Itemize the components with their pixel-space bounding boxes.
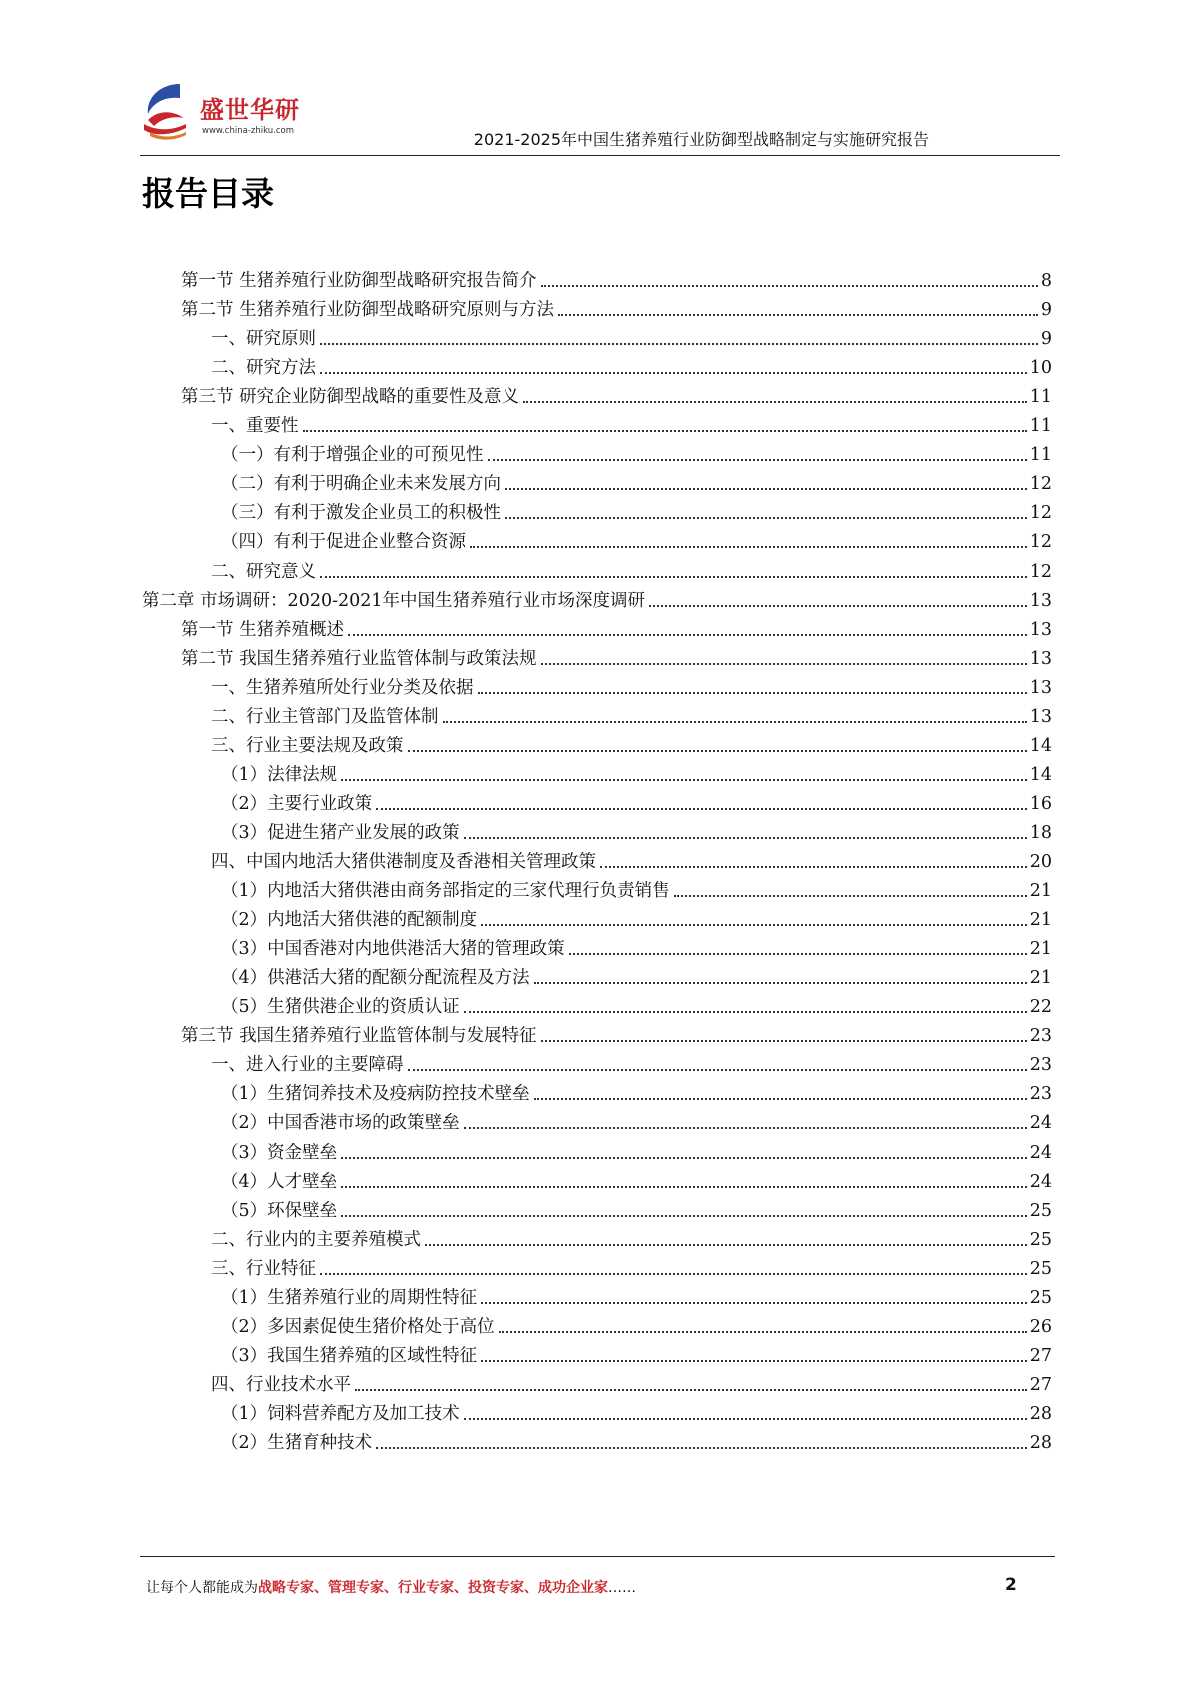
toc-entry-page: 11 bbox=[1029, 445, 1052, 466]
toc-entry-page: 25 bbox=[1029, 1200, 1052, 1221]
toc-leader-dots bbox=[320, 372, 1027, 374]
company-logo bbox=[140, 80, 310, 150]
toc-entry[interactable] bbox=[221, 1134, 1052, 1164]
toc-entry-label: （2）主要行业政策 bbox=[221, 793, 373, 814]
toc-entry-page: 28 bbox=[1029, 1403, 1052, 1424]
toc-entry[interactable] bbox=[221, 756, 1052, 786]
toc-leader-dots bbox=[355, 1389, 1027, 1391]
toc-entry[interactable] bbox=[211, 320, 1052, 350]
toc-leader-dots bbox=[649, 605, 1027, 607]
toc-entry[interactable] bbox=[221, 494, 1052, 524]
toc-entry[interactable] bbox=[221, 1308, 1052, 1338]
footer-motto bbox=[146, 1577, 636, 1597]
toc-entry-label: 三、行业特征 bbox=[211, 1258, 316, 1279]
toc-entry[interactable] bbox=[221, 785, 1052, 815]
footer-motto-prefix: 让每个人都能成为 bbox=[146, 1580, 258, 1596]
toc-entry-label: 一、生猪养殖所处行业分类及依据 bbox=[211, 677, 474, 698]
toc-entry[interactable] bbox=[211, 698, 1052, 728]
toc-entry[interactable] bbox=[211, 669, 1052, 699]
toc-entry-label: 一、研究原则 bbox=[211, 329, 316, 350]
report-title: 2021-2025年中国生猪养殖行业防御型战略制定与实施研究报告 bbox=[473, 130, 929, 149]
toc-leader-dots bbox=[408, 750, 1027, 752]
toc-entry-page: 13 bbox=[1029, 590, 1052, 611]
toc-leader-dots bbox=[464, 1418, 1027, 1420]
toc-entry[interactable] bbox=[221, 930, 1052, 960]
toc-entry[interactable] bbox=[221, 465, 1052, 495]
toc-entry[interactable] bbox=[221, 1337, 1052, 1367]
toc-entry-page: 14 bbox=[1029, 735, 1052, 756]
toc-entry-label: （3）资金壁垒 bbox=[221, 1142, 338, 1163]
toc-entry-page: 24 bbox=[1029, 1142, 1052, 1163]
toc-entry-page: 9 bbox=[1040, 329, 1052, 350]
toc-entry[interactable] bbox=[181, 640, 1052, 670]
toc-entry-page: 14 bbox=[1029, 764, 1052, 785]
toc-leader-dots bbox=[320, 1273, 1027, 1275]
toc-entry[interactable] bbox=[211, 1250, 1052, 1280]
toc-entry-page: 27 bbox=[1029, 1345, 1052, 1366]
toc-entry-page: 24 bbox=[1029, 1113, 1052, 1134]
toc-entry-label: 三、行业主要法规及政策 bbox=[211, 735, 404, 756]
toc-entry-label: （1）生猪养殖行业的周期性特征 bbox=[221, 1287, 478, 1308]
toc-entry-page: 12 bbox=[1029, 561, 1052, 582]
toc-leader-dots bbox=[341, 1215, 1027, 1217]
toc-entry-label: （5）环保壁垒 bbox=[221, 1200, 338, 1221]
toc-entry[interactable] bbox=[181, 378, 1052, 408]
toc-entry-page: 21 bbox=[1029, 910, 1052, 931]
toc-leader-dots bbox=[464, 1127, 1027, 1129]
toc-leader-dots bbox=[505, 488, 1027, 490]
toc-entry-page: 11 bbox=[1029, 416, 1052, 437]
toc-leader-dots bbox=[320, 576, 1027, 578]
toc-entry-page: 13 bbox=[1029, 648, 1052, 669]
toc-entry[interactable] bbox=[181, 1017, 1052, 1047]
toc-entry-page: 18 bbox=[1029, 822, 1052, 843]
toc-entry-page: 13 bbox=[1029, 706, 1052, 727]
toc-entry-label: （2）生猪育种技术 bbox=[221, 1433, 373, 1453]
toc-entry[interactable] bbox=[211, 727, 1052, 757]
toc-entry[interactable] bbox=[221, 814, 1052, 844]
footer-motto-highlight: 战略专家、管理专家、行业专家、投资专家、成功企业家 bbox=[258, 1580, 608, 1596]
toc-entry[interactable] bbox=[211, 1366, 1052, 1396]
toc-leader-dots bbox=[541, 285, 1038, 287]
toc-leader-dots bbox=[341, 1186, 1027, 1188]
toc-leader-dots bbox=[341, 779, 1027, 781]
toc-entry-label: 第三节 研究企业防御型战略的重要性及意义 bbox=[181, 387, 520, 408]
toc-leader-dots bbox=[470, 546, 1027, 548]
footer-divider bbox=[140, 1556, 1055, 1557]
toc-entry-label: 一、进入行业的主要障碍 bbox=[211, 1055, 404, 1076]
toc-entry-label: 二、行业主管部门及监管体制 bbox=[211, 706, 439, 727]
toc-entry-page: 21 bbox=[1029, 939, 1052, 960]
toc-entry[interactable] bbox=[221, 1075, 1052, 1105]
toc-entry-label: 四、中国内地活大猪供港制度及香港相关管理政策 bbox=[211, 852, 596, 872]
toc-entry[interactable] bbox=[221, 872, 1052, 902]
toc-entry-label: 第二节 我国生猪养殖行业监管体制与政策法规 bbox=[181, 648, 537, 669]
toc-entry-label: 四、行业技术水平 bbox=[211, 1374, 351, 1395]
toc-entry-label: （四）有利于促进企业整合资源 bbox=[221, 532, 466, 553]
toc-entry[interactable] bbox=[142, 582, 1052, 612]
toc-entry[interactable] bbox=[221, 1279, 1052, 1309]
logo-url: www.china-zhiku.com bbox=[202, 126, 294, 136]
toc-leader-dots bbox=[481, 1360, 1027, 1362]
toc-entry[interactable] bbox=[181, 291, 1052, 321]
toc-entry-page: 10 bbox=[1029, 358, 1052, 379]
toc-leader-dots bbox=[303, 430, 1027, 432]
toc-entry-label: （2）内地活大猪供港的配额制度 bbox=[221, 910, 478, 931]
toc-entry-label: 第二章 市场调研：2020-2021年中国生猪养殖行业市场深度调研 bbox=[142, 590, 646, 611]
toc-entry-label: （三）有利于激发企业员工的积极性 bbox=[221, 503, 501, 524]
toc-leader-dots bbox=[600, 866, 1027, 868]
page-title: 报告目录 bbox=[142, 174, 274, 213]
toc-leader-dots bbox=[488, 459, 1027, 461]
toc-entry[interactable] bbox=[221, 901, 1052, 931]
toc-entry-label: 第三节 我国生猪养殖行业监管体制与发展特征 bbox=[181, 1026, 537, 1047]
toc-leader-dots bbox=[348, 634, 1027, 636]
toc-entry[interactable] bbox=[181, 262, 1052, 292]
toc-leader-dots bbox=[523, 401, 1027, 403]
toc-entry[interactable] bbox=[211, 407, 1052, 437]
toc-entry-label: 二、研究方法 bbox=[211, 358, 316, 379]
toc-entry-page: 21 bbox=[1029, 968, 1052, 989]
toc-entry-label: （1）法律法规 bbox=[221, 764, 338, 785]
toc-entry[interactable] bbox=[181, 611, 1052, 641]
toc-leader-dots bbox=[464, 1011, 1027, 1013]
toc-entry[interactable] bbox=[221, 523, 1052, 553]
footer-motto-suffix: …… bbox=[608, 1580, 636, 1596]
toc-entry[interactable] bbox=[221, 1424, 1052, 1454]
toc-entry-page: 27 bbox=[1029, 1374, 1052, 1395]
toc-leader-dots bbox=[534, 1098, 1027, 1100]
toc-entry[interactable] bbox=[221, 1104, 1052, 1134]
toc-entry-page: 11 bbox=[1029, 387, 1052, 408]
toc-entry[interactable] bbox=[221, 1163, 1052, 1193]
toc-entry-label: （3）促进生猪产业发展的政策 bbox=[221, 822, 460, 843]
toc-entry-label: （1）内地活大猪供港由商务部指定的三家代理行负责销售 bbox=[221, 881, 670, 902]
toc-leader-dots bbox=[541, 1040, 1027, 1042]
toc-entry-label: （5）生猪供港企业的资质认证 bbox=[221, 997, 460, 1018]
toc-leader-dots bbox=[505, 517, 1027, 519]
toc-entry-page: 26 bbox=[1029, 1316, 1052, 1337]
toc-entry[interactable] bbox=[221, 436, 1052, 466]
toc-leader-dots bbox=[443, 721, 1027, 723]
toc-entry-page: 25 bbox=[1029, 1258, 1052, 1279]
header-divider bbox=[140, 155, 1060, 156]
page-number: 2 bbox=[1005, 1575, 1017, 1595]
toc-entry-label: （3）我国生猪养殖的区域性特征 bbox=[221, 1345, 478, 1366]
toc-entry-page: 24 bbox=[1029, 1171, 1052, 1192]
toc-leader-dots bbox=[499, 1331, 1027, 1333]
toc-entry-label: 二、行业内的主要养殖模式 bbox=[211, 1229, 421, 1250]
toc-entry-label: （1）饲料营养配方及加工技术 bbox=[221, 1403, 460, 1424]
toc-leader-dots bbox=[376, 808, 1027, 810]
toc-entry-page: 21 bbox=[1029, 881, 1052, 902]
toc-leader-dots bbox=[558, 314, 1038, 316]
toc-leader-dots bbox=[541, 663, 1027, 665]
toc-entry-label: （一）有利于增强企业的可预见性 bbox=[221, 445, 484, 466]
toc-leader-dots bbox=[464, 837, 1027, 839]
toc-leader-dots bbox=[408, 1069, 1027, 1071]
toc-entry-label: （4）供港活大猪的配额分配流程及方法 bbox=[221, 968, 530, 989]
toc-leader-dots bbox=[320, 343, 1038, 345]
toc-entry-page: 23 bbox=[1029, 1026, 1052, 1047]
toc-entry-page: 9 bbox=[1040, 300, 1052, 321]
toc-leader-dots bbox=[674, 895, 1027, 897]
toc-entry-label: 二、研究意义 bbox=[211, 561, 316, 582]
toc-entry-label: （4）人才壁垒 bbox=[221, 1171, 338, 1192]
toc-entry-page: 16 bbox=[1029, 793, 1052, 814]
toc-leader-dots bbox=[569, 953, 1027, 955]
toc-leader-dots bbox=[478, 692, 1027, 694]
toc-entry[interactable] bbox=[221, 1395, 1052, 1425]
toc-entry-label: 一、重要性 bbox=[211, 416, 299, 437]
toc-entry-label: （1）生猪饲养技术及疫病防控技术壁垒 bbox=[221, 1084, 530, 1105]
toc-entry-page: 12 bbox=[1029, 474, 1052, 495]
toc-entry-page: 12 bbox=[1029, 532, 1052, 553]
toc-entry-page: 12 bbox=[1029, 503, 1052, 524]
toc-entry-label: （2）多因素促使生猪价格处于高位 bbox=[221, 1316, 495, 1337]
toc-leader-dots bbox=[481, 1302, 1027, 1304]
toc-entry-label: 第一节 生猪养殖概述 bbox=[181, 619, 345, 640]
toc-entry-page: 8 bbox=[1040, 271, 1052, 291]
toc-entry-page: 22 bbox=[1029, 997, 1052, 1018]
toc-entry[interactable] bbox=[221, 988, 1052, 1018]
toc-leader-dots bbox=[481, 924, 1027, 926]
toc-leader-dots bbox=[341, 1157, 1027, 1159]
toc-entry-page: 23 bbox=[1029, 1055, 1052, 1076]
toc-entry[interactable] bbox=[211, 1221, 1052, 1251]
toc-entry-page: 13 bbox=[1029, 619, 1052, 640]
toc-entry[interactable] bbox=[211, 349, 1052, 379]
logo-emblem-icon bbox=[140, 80, 204, 142]
toc-entry[interactable] bbox=[221, 1192, 1052, 1222]
toc-entry-label: （二）有利于明确企业未来发展方向 bbox=[221, 474, 501, 495]
toc-entry-label: 第一节 生猪养殖行业防御型战略研究报告简介 bbox=[181, 271, 537, 291]
toc-entry[interactable] bbox=[211, 1046, 1052, 1076]
toc-entry-page: 25 bbox=[1029, 1287, 1052, 1308]
toc-entry-label: 第二节 生猪养殖行业防御型战略研究原则与方法 bbox=[181, 300, 555, 321]
toc-entry-page: 13 bbox=[1029, 677, 1052, 698]
toc-entry[interactable] bbox=[211, 553, 1052, 583]
logo-name: 盛世华研 bbox=[200, 96, 300, 124]
toc-entry-page: 25 bbox=[1029, 1229, 1052, 1250]
toc-entry[interactable] bbox=[211, 843, 1052, 873]
toc-entry[interactable] bbox=[221, 959, 1052, 989]
toc-entry-page: 23 bbox=[1029, 1084, 1052, 1105]
toc-leader-dots bbox=[425, 1244, 1027, 1246]
toc-entry-label: （2）中国香港市场的政策壁垒 bbox=[221, 1113, 460, 1134]
toc-entry-page: 20 bbox=[1029, 852, 1052, 872]
toc-leader-dots bbox=[376, 1447, 1027, 1449]
toc-entry-label: （3）中国香港对内地供港活大猪的管理政策 bbox=[221, 939, 565, 960]
toc-leader-dots bbox=[534, 982, 1027, 984]
toc-entry-page: 28 bbox=[1029, 1433, 1052, 1453]
